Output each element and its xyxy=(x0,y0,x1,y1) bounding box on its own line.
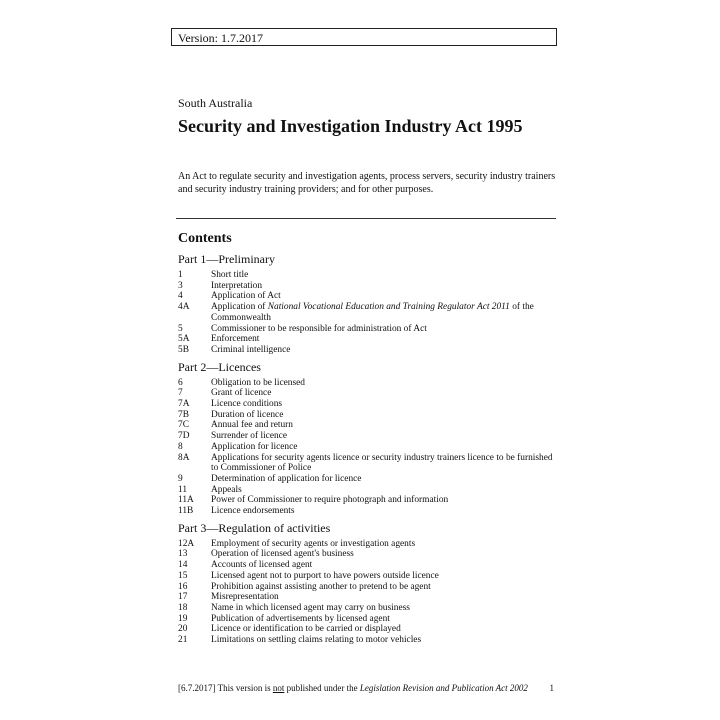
toc-entry-number: 1 xyxy=(178,270,183,280)
toc-entry-title: Accounts of licensed agent xyxy=(211,560,313,571)
toc-part-heading[interactable]: Part 3—Regulation of activities xyxy=(178,520,331,535)
version-box xyxy=(171,28,557,46)
toc-entry[interactable] xyxy=(178,420,558,431)
toc-entry-title: Surrender of licence xyxy=(211,431,288,442)
toc-entry[interactable] xyxy=(178,571,558,582)
toc-entry[interactable] xyxy=(178,582,558,593)
toc-entry[interactable] xyxy=(178,495,558,506)
toc-part-heading[interactable]: Part 1—Preliminary xyxy=(178,252,275,266)
toc-entry[interactable] xyxy=(178,614,558,625)
toc-entry-number: 5B xyxy=(178,344,189,355)
toc-entry-number: 17 xyxy=(178,592,188,603)
toc-entry-number: 21 xyxy=(178,635,188,646)
toc-entry-title: Duration of licence xyxy=(211,409,284,420)
toc-entry-number: 14 xyxy=(178,560,188,571)
toc-entry-title: Employment of security agents or investigation agents xyxy=(211,538,416,549)
toc-entry[interactable] xyxy=(178,549,558,560)
footer-text: [6.7.2017] This version is not published under the Legislation Revision and Publication Act 2002 xyxy=(178,683,528,693)
toc-entry-number: 7C xyxy=(178,420,189,431)
toc-entry-title: Licence endorsements xyxy=(211,506,295,517)
toc-entry-number: 4A xyxy=(178,302,190,313)
toc-entry-title: Application of National Vocational Education and Training Regulator Act 2011 of the Commonwealth xyxy=(211,302,534,323)
toc-entry-number: 13 xyxy=(178,549,188,560)
toc-entry-number: 9 xyxy=(178,473,183,484)
toc-entry[interactable] xyxy=(178,506,558,517)
toc-entry[interactable] xyxy=(178,324,558,335)
toc-entry-title: Grant of licence xyxy=(211,388,272,399)
toc-entry-title: Commissioner to be responsible for administration of Act xyxy=(211,323,427,334)
jurisdiction: South Australia xyxy=(178,96,253,110)
toc-entry-number: 6 xyxy=(178,377,183,388)
toc-entry-number: 7D xyxy=(178,431,190,442)
toc-entry-number: 8 xyxy=(178,441,183,452)
toc-entry-number: 12A xyxy=(178,538,195,549)
toc-entry-number: 5A xyxy=(178,334,190,345)
toc-entry-title: Prohibition against assisting another to pretend to be agent xyxy=(211,581,431,592)
toc-entry-title: Short title xyxy=(211,270,249,280)
toc-entry-title: Operation of licensed agent's business xyxy=(211,549,354,560)
toc-entry-title: Licensed agent not to purport to have powers outside licence xyxy=(211,570,439,581)
toc-entry[interactable] xyxy=(178,453,558,474)
divider xyxy=(176,218,556,219)
toc-entry[interactable] xyxy=(178,334,558,345)
toc-entry-title: Name in which licensed agent may carry on business xyxy=(211,602,410,613)
footer xyxy=(178,683,554,693)
toc-entry[interactable] xyxy=(178,431,558,442)
toc-part xyxy=(178,252,558,356)
toc-entry-number: 7B xyxy=(178,409,189,420)
toc-entry-number: 11B xyxy=(178,506,194,517)
toc-entry-title: Determination of application for licence xyxy=(211,473,362,484)
toc-entry[interactable] xyxy=(178,474,558,485)
toc-entry-title: Obligation to be licensed xyxy=(211,377,305,388)
toc-entry-title: Power of Commissioner to require photograph and information xyxy=(211,495,449,506)
toc-entry-title: Misrepresentation xyxy=(211,592,279,603)
contents-heading: Contents xyxy=(178,231,232,246)
toc-entry-number: 3 xyxy=(178,280,183,291)
toc-entry[interactable] xyxy=(178,302,558,323)
toc-entry-number: 7 xyxy=(178,388,183,399)
toc-entry-number: 20 xyxy=(178,624,188,635)
toc-entry[interactable] xyxy=(178,635,558,646)
toc-entry[interactable] xyxy=(178,410,558,421)
footer-act-name: Legislation Revision and Publication Act 2002 xyxy=(359,683,528,693)
long-title: An Act to regulate security and investigation agents, process servers, security industry trainers and security industry training providers; and for other purposes. xyxy=(178,171,556,195)
toc-entry[interactable] xyxy=(178,603,558,614)
toc-entry-title: Limitations on settling claims relating to motor vehicles xyxy=(211,635,422,646)
toc-entry-title: Applications for security agents licence or security industry trainers licence to be furnished to Commissioner of Police xyxy=(211,452,553,474)
footer-not: not xyxy=(272,683,285,693)
toc-entry[interactable] xyxy=(178,624,558,635)
toc-entry-title: Application for licence xyxy=(211,441,298,452)
toc-part-heading[interactable]: Part 2—Licences xyxy=(178,359,261,374)
toc-entry-title: Licence conditions xyxy=(211,399,283,410)
toc-entry-title: Enforcement xyxy=(211,334,260,345)
toc-entry[interactable] xyxy=(178,345,558,356)
toc-entry[interactable] xyxy=(178,378,558,389)
toc-entry-number: 15 xyxy=(178,570,188,581)
version-label: Version: 1.7.2017 xyxy=(178,31,263,45)
toc-entry-title: Appeals xyxy=(211,484,242,495)
toc-entry-number: 4 xyxy=(178,291,183,302)
toc-entry-title: Publication of advertisements by licensed agent xyxy=(211,613,390,624)
toc-entry[interactable] xyxy=(178,442,558,453)
page-title: Security and Investigation Industry Act 1995 xyxy=(178,116,523,136)
toc-entry-title: Application of Act xyxy=(211,291,281,302)
toc-entry-title: Criminal intelligence xyxy=(211,344,291,355)
toc-entry[interactable] xyxy=(178,270,558,281)
toc-entry-number: 11A xyxy=(178,495,194,506)
toc-entry-title: Interpretation xyxy=(211,280,263,291)
toc-entry-title: Licence or identification to be carried or displayed xyxy=(211,624,401,635)
toc-entry-number: 5 xyxy=(178,323,183,334)
toc-entry-number: 8A xyxy=(178,452,190,463)
toc-entry[interactable] xyxy=(178,560,558,571)
page-number: 1 xyxy=(549,683,554,693)
toc-entry-number: 18 xyxy=(178,602,188,613)
toc-entry[interactable] xyxy=(178,485,558,496)
toc-entry[interactable] xyxy=(178,399,558,410)
toc-entry-number: 19 xyxy=(178,613,188,624)
toc-entry-number: 11 xyxy=(178,484,188,495)
toc-entry[interactable] xyxy=(178,291,558,302)
toc-entry-number: 7A xyxy=(178,399,190,410)
table-of-contents xyxy=(178,252,558,646)
toc-entry[interactable] xyxy=(178,539,558,550)
toc-entry-number: 16 xyxy=(178,581,188,592)
toc-entry[interactable] xyxy=(178,388,558,399)
toc-part xyxy=(178,521,558,646)
toc-entry-title: Annual fee and return xyxy=(211,420,293,431)
toc-entry[interactable] xyxy=(178,281,558,292)
footer-date: [6.7.2017] xyxy=(178,683,216,693)
toc-part xyxy=(178,360,558,517)
toc-entry[interactable] xyxy=(178,592,558,603)
